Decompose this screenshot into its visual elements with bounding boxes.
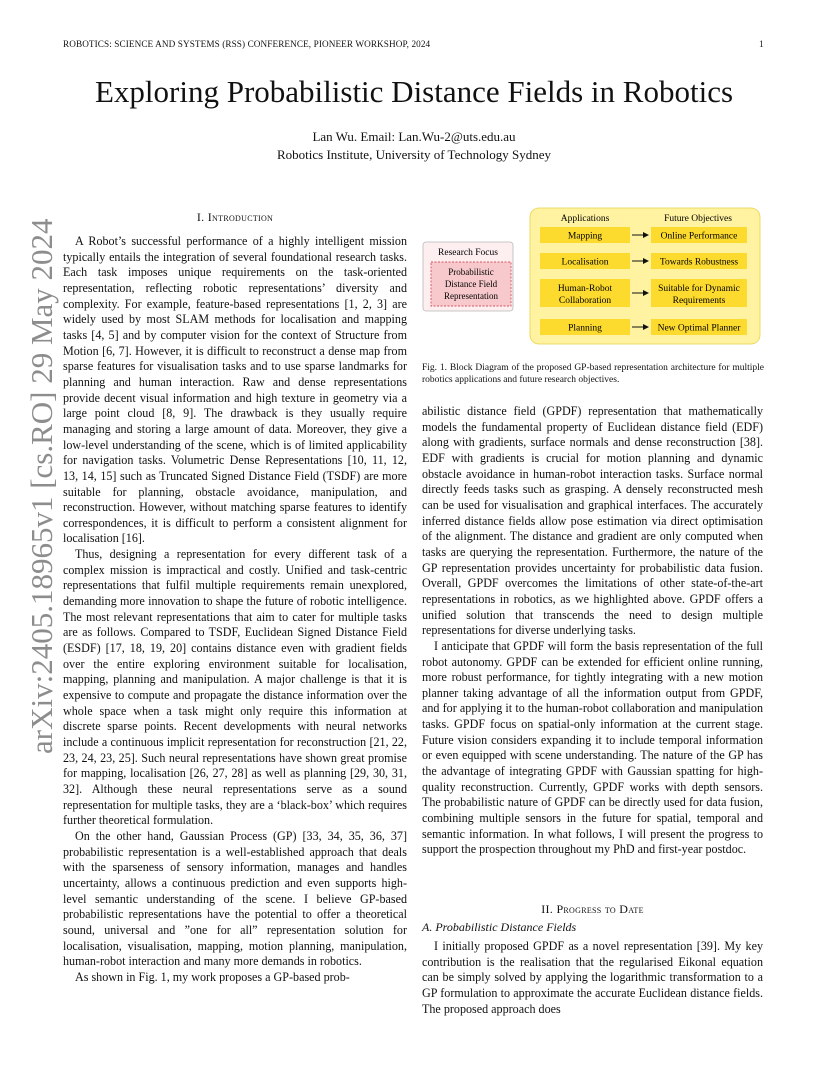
- objective-label: Suitable for Dynamic: [658, 284, 740, 294]
- figure-caption: Fig. 1. Block Diagram of the proposed GP-based representation architecture for multiple robotics applications and future research objectives.: [422, 363, 764, 385]
- research-focus-label: Research Focus: [438, 248, 498, 258]
- left-column: [63, 234, 407, 986]
- center-line-3: Representation: [444, 291, 498, 301]
- paragraph: On the other hand, Gaussian Process (GP) [33, 34, 35, 36, 37] probabilistic representation is a well-established approach that deals with the sparseness of sensory information, manages and handles uncertainty, allows a continuous prediction and even supports high-level semantic understanding of the scene. I believe GP-based probabilistic representations have the potential to offer a theoretical sound, universal and ”one for all” representation solution for localisation, visualisation, mapping, motion planning, manipulation, human-robot interaction and many more demands in robotics.: [63, 828, 407, 969]
- objective-label: New Optimal Planner: [657, 323, 741, 334]
- paragraph: A Robot’s successful performance of a highly intelligent mission typically entails the integration of several foundational research tasks. Each task imposes unique requirements on the task-oriented representation, reflecting robotic representations’ diversity and complexity. For example, feature-based representations [1, 2, 3] are widely used by most SLAM methods for localisation and mapping tasks [4, 5] and by computer vision for the context of Structure from Motion [6, 7]. However, it is difficult to reconstruct a dense map from sparse features for visualisation tasks and to use sparse landmarks for planning and human interaction. Raw and dense representations provide decent visual information and high texture in geometry via a large point cloud [8, 9]. The drawback is they usually require managing and storing a large amount of data. Moreover, they give a low-level understanding of the scene, which is of limited applicability for navigation tasks. Volumetric Dense Representations [10, 11, 12, 13, 14, 15] such as Truncated Signed Distance Field (TSDF) are more suitable for planning, obstacle avoidance, manipulation, and reconstruction. However, without matching sparse features to identify correspondences, it is difficult to perform a consistent alignment for localisation [16].: [63, 234, 407, 546]
- application-label: Collaboration: [558, 296, 612, 306]
- objective-label: Online Performance: [660, 231, 738, 242]
- author-affiliation: Robotics Institute, University of Technology Sydney: [277, 147, 551, 162]
- section-title: Progress to Date: [556, 902, 644, 916]
- running-head: ROBOTICS: SCIENCE AND SYSTEMS (RSS) CONFERENCE, PIONEER WORKSHOP, 2024: [63, 39, 431, 49]
- section-number: II.: [541, 902, 554, 916]
- application-label: Human-Robot: [557, 284, 613, 294]
- application-label: Mapping: [567, 231, 603, 242]
- paragraph: I anticipate that GPDF will form the basis representation of the full robot autonomy. GPDF can be extended for efficient online running, more robust performance, for tightly integrating with a new motion planner taking advantage of all the information output from GPDF, and for applying it to the human-robot collaboration and manipulation tasks. GPDF focus on spatial-only information at the current stage. Future vision considers expanding it to include temporal information or even equipped with scene understanding. The nature of the GP has the advantage of integrating GPDF with Gaussian spatting for high-quality reconstruction. Currently, GPDF works with depth sensors. The probabilistic nature of GPDF can be directly used for data fusion, combining multiple sensors in the future for spatial, temporal and semantic information. In what follows, I will present the progress to support the prospection throughout my PhD and first-year postdoc.: [422, 638, 763, 857]
- paper-title: Exploring Probabilistic Distance Fields in Robotics: [94, 74, 734, 109]
- figure-1-block-diagram: [422, 205, 764, 350]
- center-line-1: Probabilistic: [448, 267, 494, 277]
- arxiv-stamp-text: arXiv:2405.18965v1 [cs.RO] 29 May 2024: [24, 218, 59, 754]
- application-label: Localisation: [561, 257, 609, 268]
- section-title: Introduction: [207, 210, 274, 224]
- section-heading-progress: [422, 902, 763, 917]
- objective-label: Requirements: [672, 296, 726, 306]
- center-line-2: Distance Field: [444, 279, 498, 289]
- objectives-header: Future Objectives: [664, 214, 732, 224]
- application-label: Planning: [568, 323, 602, 334]
- page-number: 1: [759, 39, 764, 49]
- right-column-lower: [422, 939, 763, 1017]
- subsection-heading: A. Probabilistic Distance Fields: [422, 920, 577, 934]
- right-column: [422, 404, 763, 858]
- author-name-email: Lan Wu. Email: Lan.Wu-2@uts.edu.au: [312, 129, 516, 144]
- section-heading-introduction: [63, 210, 407, 225]
- section-number: I.: [196, 210, 205, 224]
- paragraph: abilistic distance field (GPDF) representation that mathematically models the fundamental property of Euclidean distance field (EDF) along with gradients, surface normals and dense reconstruction [38]. EDF with gradients is crucial for motion planning and dynamic obstacle avoidance in human-robot interaction tasks. Surface normal directly feeds tasks such as grasping. A densely reconstructed mesh can be used for visualisation and graphical interfaces. The accurately inferred distance fields allow pose estimation via direct optimisation of the alignment. The distance and gradient are only computed when tasks are querying the representation. Furthermore, the nature of the GP representation provides uncertainty for probabilistic data fusion. Overall, GPDF overcomes the limitations of other state-of-the-art representations in robotics, as we highlighted above. GPDF offers a unified solution that transcends the need to design multiple representations for diverse underlying tasks.: [422, 404, 763, 638]
- objective-label: Towards Robustness: [659, 257, 739, 268]
- paragraph: I initially proposed GPDF as a novel representation [39]. My key contribution is the realisation that the regularised Eikonal equation can be simply solved by applying the logarithmic transformation to a GP formulation to approximate the accurate Euclidean distance fields. The proposed approach does: [422, 939, 763, 1016]
- paragraph: Thus, designing a representation for every different task of a complex mission is impractical and costly. Unified and task-centric representations that fulfil multiple requirements remain unexplored, demanding more innovation to shape the future of robotic intelligence. The most relevant representations that aim to cater for multiple tasks are as follows. Compared to TSDF, Euclidean Signed Distance Field (ESDF) [17, 18, 19, 20] contains distance even with gradient fields over the entire exploring environment suitable for localisation, mapping, planning and manipulation. A major challenge is that it is expensive to compute and propagate the distance information over the whole space when a task might only require this information at discrete sparse points. Recent developments with neural networks include a continuous implicit representation for reconstruction [21, 22, 23, 24, 23, 25]. Such neural representations have shown great promise for mapping, localisation [26, 27, 28] as well as planning [29, 30, 31, 32]. Although these neural representations serve as a sound representation for multiple tasks, they are a ‘black-box’ which requires further theoretical formulation.: [63, 547, 407, 828]
- applications-header: Applications: [560, 214, 610, 224]
- paragraph: As shown in Fig. 1, my work proposes a GP-based prob-: [75, 969, 350, 984]
